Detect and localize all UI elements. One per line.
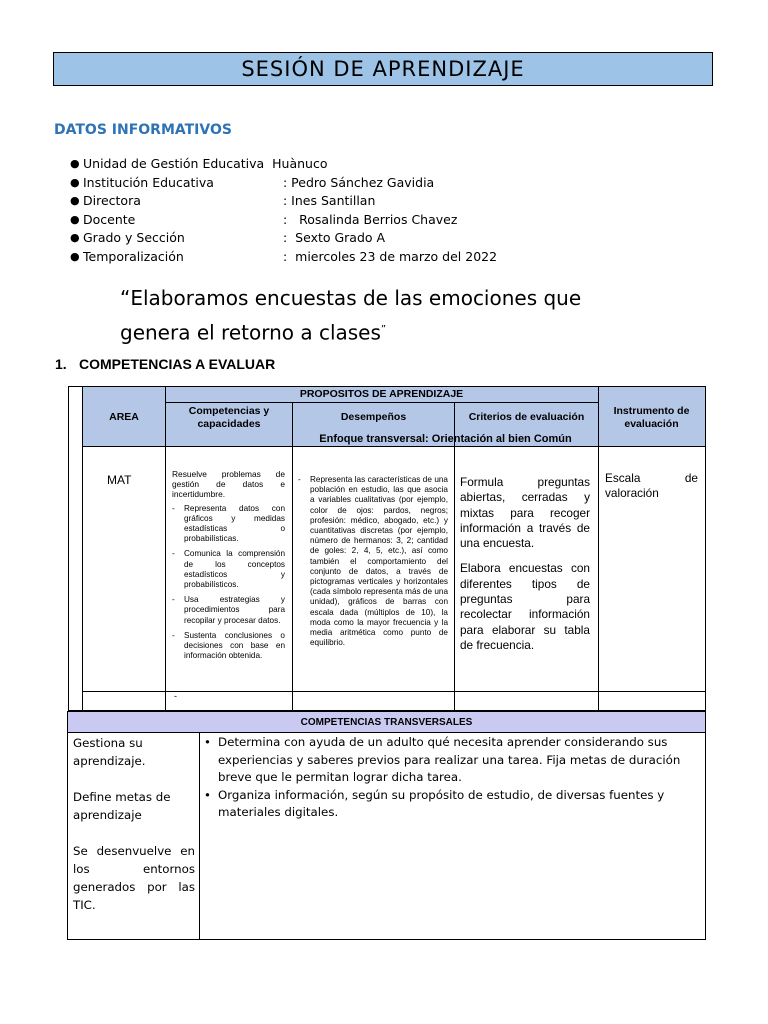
section-heading-competencias (55, 356, 275, 372)
transversales-left-cell (73, 734, 195, 932)
info-value: : miercoles 23 de marzo del 2022 (283, 248, 498, 264)
competencias-cell (172, 469, 285, 666)
info-value: : Sexto Grado A (283, 230, 386, 245)
instrumento-word: Escala (605, 471, 641, 485)
capacidad-item: - Representa datos con gráficos y medidas estadísticas o probabilísticas. (172, 503, 285, 544)
info-label: Directora (83, 193, 141, 208)
propositos-header: PROPOSITOS DE APRENDIZAJE (299, 388, 464, 400)
column-header-competencias: Competencias y capacidades (188, 405, 270, 430)
area-value: MAT (107, 473, 132, 487)
transversal-desempeno: • Determina con ayuda de un adulto qué necesita aprender considerando sus experiencias y saberes previos para realizar una tarea. Fija metas de duración breve que le permitan lograr dicha tarea. (204, 735, 681, 784)
info-label: Temporalización (83, 248, 184, 264)
session-title-quote (120, 282, 680, 349)
table-border (82, 446, 705, 447)
criterio-item: Formula preguntas abiertas, cerradas y mixtas para recoger información a través de una encuesta. (460, 475, 590, 551)
table-border (454, 403, 455, 710)
criterio-item: Elabora encuestas con diferentes tipos de preguntas para recolectar información para elaborar su tabla de frecuencia. (460, 561, 590, 652)
bullet-icon: • (204, 787, 211, 802)
column-header-area: AREA (109, 411, 139, 423)
info-value: Huànuco (272, 156, 328, 171)
page-title: SESIÓN DE APRENDIZAJE (241, 57, 525, 81)
bullet-icon: ● (70, 212, 80, 226)
quote-line-2: genera el retorno a clases (120, 320, 381, 345)
info-label: Grado y Sección (83, 230, 185, 245)
transversal-competence: Define metas de aprendizaje (73, 790, 171, 822)
table-border (598, 387, 599, 710)
bullet-icon: ● (70, 157, 80, 170)
competencia-text: Resuelve problemas de gestión de datos e incertidumbre. (172, 469, 285, 500)
transversales-right-cell (204, 734, 692, 822)
transversales-header: COMPETENCIAS TRANSVERSALES (68, 712, 705, 733)
table-border (82, 387, 83, 710)
empty-row-dash: - (174, 691, 177, 701)
competencias-table (68, 386, 706, 711)
competencias-transversales-table (67, 711, 706, 940)
info-value: : Rosalinda Berrios Chavez (283, 211, 458, 227)
table-border (165, 402, 598, 403)
bullet-icon: ● (70, 194, 80, 207)
title-band (53, 52, 713, 86)
bullet-icon: ● (70, 231, 80, 244)
bullet-icon: ● (70, 175, 80, 189)
instrumento-word: valoración (605, 486, 659, 501)
capacidad-item: - Sustenta conclusiones o decisiones con base en información obtenida. (172, 630, 285, 661)
bullet-icon: • (204, 735, 211, 749)
column-header-criterios: Criterios de evaluación (468, 411, 585, 423)
info-label: Unidad de Gestión Educativa Huànuco (83, 156, 328, 171)
transversal-competence: Gestiona su aprendizaje. (73, 736, 146, 768)
section-number: 1. (55, 356, 67, 372)
enfoque-transversal: Enfoque transversal: Orientación al bien Común (319, 433, 572, 445)
column-header-instrumento: Instrumento de evaluación (613, 405, 690, 430)
info-value: : Ines Santillan (283, 193, 376, 208)
desempenos-cell (298, 475, 448, 653)
instrumento-word: de (684, 471, 698, 485)
table-border (165, 387, 166, 710)
instrumento-cell (605, 471, 698, 502)
bullet-icon: ● (70, 249, 80, 263)
quote-line-1: “Elaboramos encuestas de las emociones que (120, 286, 582, 310)
quote-close-mark: ” (380, 324, 387, 335)
info-label: Institución Educativa (83, 174, 214, 190)
column-header-desempenos: Desempeños (340, 411, 407, 423)
section-title: COMPETENCIAS A EVALUAR (79, 356, 276, 372)
datos-informativos-heading: DATOS INFORMATIVOS (54, 122, 232, 138)
criterios-cell (460, 475, 590, 663)
table-border (199, 733, 200, 939)
transversal-competence: Se desenvuelve en los entornos generados por las TIC. (73, 844, 195, 912)
info-value: : Pedro Sánchez Gavidia (283, 174, 435, 190)
desempeno-item: - Representa las características de una población en estudio, las que asocia a variables cualitativas (por ejemplo, color de ojos: pardos, negros; profesión: médico, abogado, etc.) y cuantitativas discretas (por ejemplo, número de hermanos: 3, 2; cantidad de goles: 2, 4, 5, etc.), así como también el comportamiento del conjunto de datos, a través de pictogramas verticales y horizontales (cada símbolo representa más de una unidad), gráficos de barras con escala dada (múltiplos de 10), la moda como la mayor frecuencia y la media aritmética como punto de equilibrio. (298, 475, 448, 648)
capacidad-item: - Comunica la comprensión de los conceptos estadísticos y probabilísticos. (172, 549, 285, 590)
info-label: Docente (83, 211, 136, 227)
table-border (292, 403, 293, 710)
capacidad-item: - Usa estrategias y procedimientos para recopilar y procesar datos. (172, 595, 285, 625)
transversal-desempeno: • Organiza información, según su propósito de estudio, de diversas fuentes y materiales digitales. (204, 787, 665, 819)
